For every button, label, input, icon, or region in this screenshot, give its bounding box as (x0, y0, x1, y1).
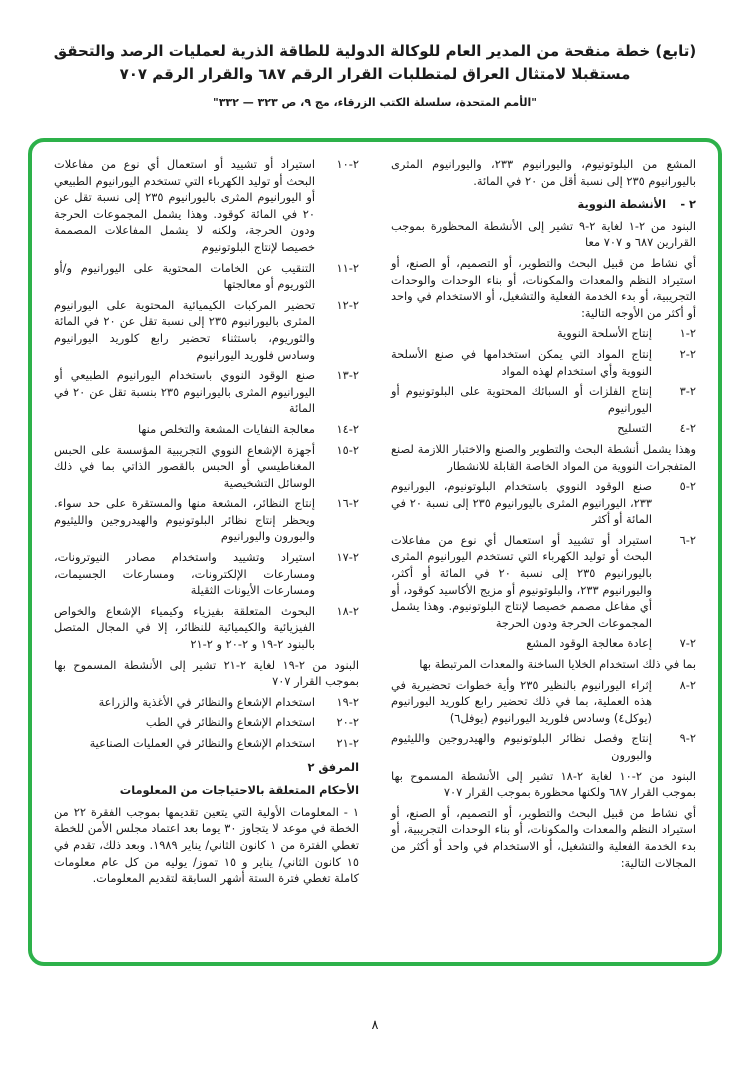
paragraph (54, 657, 359, 690)
clause-number: ٢-١٣ (336, 368, 359, 383)
clause-number: ٢-١٠ (336, 157, 359, 171)
clause-item (391, 325, 696, 342)
clause-text: البحوث المتعلقة بفيزياء وكيمياء الإشعاع والخواص الفيزيائية والكيميائية للنظائر، إلا في المجال المتصل بالبنود ٢-١٩ و ٢-٢٠ و ٢-٢١ (54, 603, 315, 652)
clause-item (54, 495, 359, 545)
clause-text: إنتاج الأسلحة النووية (556, 326, 652, 341)
clause-text: إنتاج النظائر، المشعة منها والمستقرة على حد سواء. ويحظر إنتاج نظائر البلوتونيوم والهيدروجين والليثيوم والبورون واليورانيوم (54, 496, 315, 544)
clause-text: استخدام الإشعاع والنظائر في الأغذية والزراعة (98, 694, 315, 709)
clause-text: التسليح (617, 421, 652, 436)
clause-item (54, 714, 359, 731)
clause-item (54, 442, 359, 492)
clause-text: البنود من ٢-١ لغاية ٢-٩ تشير إلى الأنشطة المحظورة بموجب القرارين ٦٨٧ و ٧٠٧ معا (391, 218, 696, 250)
source-citation: "الأمم المتحدة، سلسلة الكتب الزرقاء، مج ٩، ص ٣٢٣ — ٣٣٢" (212, 95, 538, 109)
section-heading (54, 782, 359, 799)
clause-text: ١ - المعلومات الأولية التي يتعين تقديمها بموجب الفقرة ٢٢ من الخطة في موعد لا يتجاوز ٣٠ يوما بعد اعتماد مجلس الأمن للخطة تغطي الفترة من ١ كانون الثاني/ يناير ١٩٨٩. وبعد ذلك، تقدم في ١٥ كانون الثاني/ يناير و ١٥ تموز/ يوليه من كل عام معلومات كاملة تغطي فترة الستة أشهر السابقة لتقديم المعلومات. (54, 804, 360, 886)
clause-item (54, 549, 359, 599)
two-column-text (54, 156, 696, 952)
clause-number: ٢-١١ (336, 260, 359, 275)
clause-text: استيراد أو تشييد أو استعمال أي نوع من مفاعلات البحث أو توليد الكهرباء التي تستخدم اليورانيوم المثرى باليورانيوم ٢٣٥ إلى نسبة ٢٠ في المائة أو أكثر، واليورانيوم ٢٣٣، والبلوتونيوم أو مزيج الأكاسيد كوقود، أو أي مفاعل مصمم خصيصا لإنتاج البلوتونيوم. وهذا يشمل المجموعات الحرجة ودون الحرجة (391, 532, 653, 630)
clause-item (54, 367, 359, 417)
clause-text: إنتاج المواد التي يمكن استخدامها في صنع الأسلحة النووية وأي استخدام لهذه المواد (391, 346, 652, 378)
clause-text: إعادة معالجة الوقود المشع (526, 636, 652, 651)
clause-number: ٢-٣ (679, 384, 696, 399)
clause-number: ٢-٢٠ (336, 715, 359, 730)
clause-number: ٢-١٦ (336, 496, 359, 511)
column-right (391, 156, 696, 952)
clause-text: إنتاج وفصل نظائر البلوتونيوم والهيدروجين والليثيوم والبورون (391, 731, 652, 762)
clause-number: ٢-١٤ (336, 421, 359, 436)
paragraph (391, 156, 696, 189)
clause-number: ٢-١٥ (336, 442, 359, 457)
paragraph (391, 441, 696, 474)
clause-item (54, 260, 359, 293)
clause-number: ٢-٨ (679, 677, 696, 692)
section-heading (391, 196, 696, 213)
clause-item (391, 635, 696, 652)
clause-text: المرفق ٢ (307, 759, 359, 774)
clause-text: صنع الوقود النووي باستخدام البلوتونيوم، اليورانيوم ٢٣٣، اليورانيوم المثرى باليورانيوم ٢٣٥ إلى نسبة ٢٠ في المائة أو أكثر (391, 479, 652, 527)
clause-number: ٢-١٨ (336, 603, 359, 618)
clause-number: ٢-١٩ (336, 694, 359, 709)
clause-number: ٢-٧ (679, 636, 696, 651)
clause-text: استيراد أو تشييد أو استعمال أي نوع من مفاعلات البحث أو توليد الكهرباء التي تستخدم اليورانيوم الطبيعي أو اليورانيوم المثرى باليورانيوم ٢٣٥ إلى نسبة تقل عن ٢٠ في المائة كوقود. وهذا يشمل المجموعات الحرجة ودون الحرجة، ولكنه لا يشمل المفاعلات المصممة خصيصا لإنتاج البلوتونيوم (54, 157, 315, 254)
clause-item (391, 532, 696, 632)
column-left (54, 156, 359, 952)
clause-item (54, 297, 359, 363)
clause-text: المشع من البلوتونيوم، واليورانيوم ٢٣٣، واليورانيوم المثرى باليورانيوم ٢٣٥ إلى نسبة أقل من ٢٠ في المائة. (391, 157, 696, 188)
clause-text: أي نشاط من قبيل البحث والتطوير، أو التصميم، أو الصنع، أو استيراد النظم والمعدات والمكونات، أو بناء الوحدات والوحدات التجريبية، أو بدء الخدمة الفعلية والتشغيل، أو الاستخدام في واحد أو أكثر من الأوجه التالية: (391, 255, 696, 320)
clause-item (54, 156, 359, 256)
document-header (40, 40, 710, 109)
clause-text: أي نشاط من قبيل البحث والتطوير، أو التصميم، أو الصنع، أو استيراد النظم والمعدات والمكونات، أو بناء الوحدات التجريبية، أو بدء الخدمة الفعلية والتشغيل، أو الاستخدام في واحد أو أكثر من المجالات التالية: (391, 805, 696, 870)
paragraph (391, 218, 696, 251)
clause-number: ٢-١٢ (336, 297, 359, 312)
clause-text: تحضير المركبات الكيميائية المحتوية على اليورانيوم المثرى باليورانيوم ٢٣٥ إلى نسبة تقل عن ٢٠ في المائة والثوريوم، باستثناء تحضير رابع كلوريد اليورانيوم وسادس فلوريد اليورانيوم (54, 297, 315, 362)
clause-number: ٢-٤ (679, 421, 696, 436)
paragraph (391, 768, 696, 801)
clause-number: ٢-٥ (679, 479, 696, 494)
section-heading (54, 759, 359, 776)
paragraph (391, 656, 696, 673)
paragraph (391, 255, 696, 321)
page-number: ٨ (371, 1018, 379, 1033)
clause-number: ٢-٢١ (336, 736, 359, 750)
title-line-1: (تابع) خطة منقحة من المدير العام للوكالة الدولية للطاقة الذرية لعمليات الرصد والتحقق (53, 42, 697, 60)
clause-text: التنقيب عن الخامات المحتوية على اليورانيوم و/أو الثوريوم أو معالجتها (54, 260, 315, 292)
clause-number: ٢-٦ (679, 532, 696, 547)
clause-text: البنود من ٢-١٩ لغاية ٢-٢١ تشير إلى الأنشطة المسموح بها بموجب القرار ٧٠٧ (54, 657, 359, 689)
clause-text: استخدام الإشعاع والنظائر في العمليات الصناعية (89, 736, 315, 750)
clause-text: الأحكام المتعلقة بالاحتياجات من المعلومات (119, 783, 359, 798)
clause-item (54, 735, 359, 752)
clause-text: إثراء اليورانيوم بالنظير ٢٣٥ وأية خطوات تحضيرية في هذه العملية، بما في ذلك تحضير رابع كلوريد اليورانيوم (يوكل٤) وسادس فلوريد اليورانيوم (يوفل٦) (391, 677, 652, 725)
clause-item (54, 694, 359, 711)
clause-number: ٢ - (680, 197, 696, 212)
paragraph (54, 804, 359, 887)
clause-text: البنود من ٢-١٠ لغاية ٢-١٨ تشير إلى الأنشطة المسموح بها بموجب القرار ٦٨٧ ولكنها محظورة بموجب القرار ٧٠٧ (391, 768, 696, 800)
clause-number: ٢-٩ (679, 731, 696, 746)
clause-item (391, 346, 696, 379)
clause-text: الأنشطة النووية (577, 197, 666, 212)
title-line-2: مستقبلا لامتثال العراق لمتطلبات القرار الرقم ٦٨٧ والقرار الرقم ٧٠٧ (119, 65, 631, 84)
clause-item (391, 730, 696, 763)
paragraph (391, 805, 696, 871)
clause-number: ٢-١٧ (336, 550, 359, 565)
clause-text: معالجة النفايات المشعة والتخلص منها (137, 421, 315, 436)
clause-item (391, 420, 696, 437)
clause-text: استيراد وتشييد واستخدام مصادر النيوترونات، ومسارعات الإلكترونات، ومسارعات الجسيمات، ومسارعات الأيونات الثقيلة (54, 550, 315, 598)
clause-item (54, 421, 359, 438)
clause-text: بما في ذلك استخدام الخلايا الساخنة والمعدات المرتبطة بها (419, 657, 696, 672)
clause-text: صنع الوقود النووي باستخدام اليورانيوم الطبيعي أو اليورانيوم المثرى باليورانيوم ٢٣٥ بنسبة تقل عن ٢٠ في المائة (54, 368, 316, 416)
clause-item (54, 603, 359, 653)
clause-item (391, 383, 696, 416)
clause-number: ٢-٢ (679, 346, 696, 361)
clause-text: وهذا يشمل أنشطة البحث والتطوير والصنع والاختبار اللازمة لصنع المتفجرات النووية من المواد الخاصة القابلة للانشطار (391, 441, 696, 473)
clause-text: أجهزة الإشعاع النووي التجريبية المؤسسة على الحبس المغناطيسي أو الحبس بالقصور الذاتي بما في ذلك الوسائل التشخيصية (54, 442, 315, 490)
clause-item (391, 478, 696, 528)
green-border-frame (28, 138, 722, 966)
clause-number: ٢-١ (679, 326, 696, 341)
clause-text: استخدام الإشعاع والنظائر في الطب (145, 715, 315, 730)
clause-item (391, 677, 696, 727)
clause-text: إنتاج الفلزات أو السبائك المحتوية على البلوتونيوم أو اليورانيوم (391, 384, 652, 415)
